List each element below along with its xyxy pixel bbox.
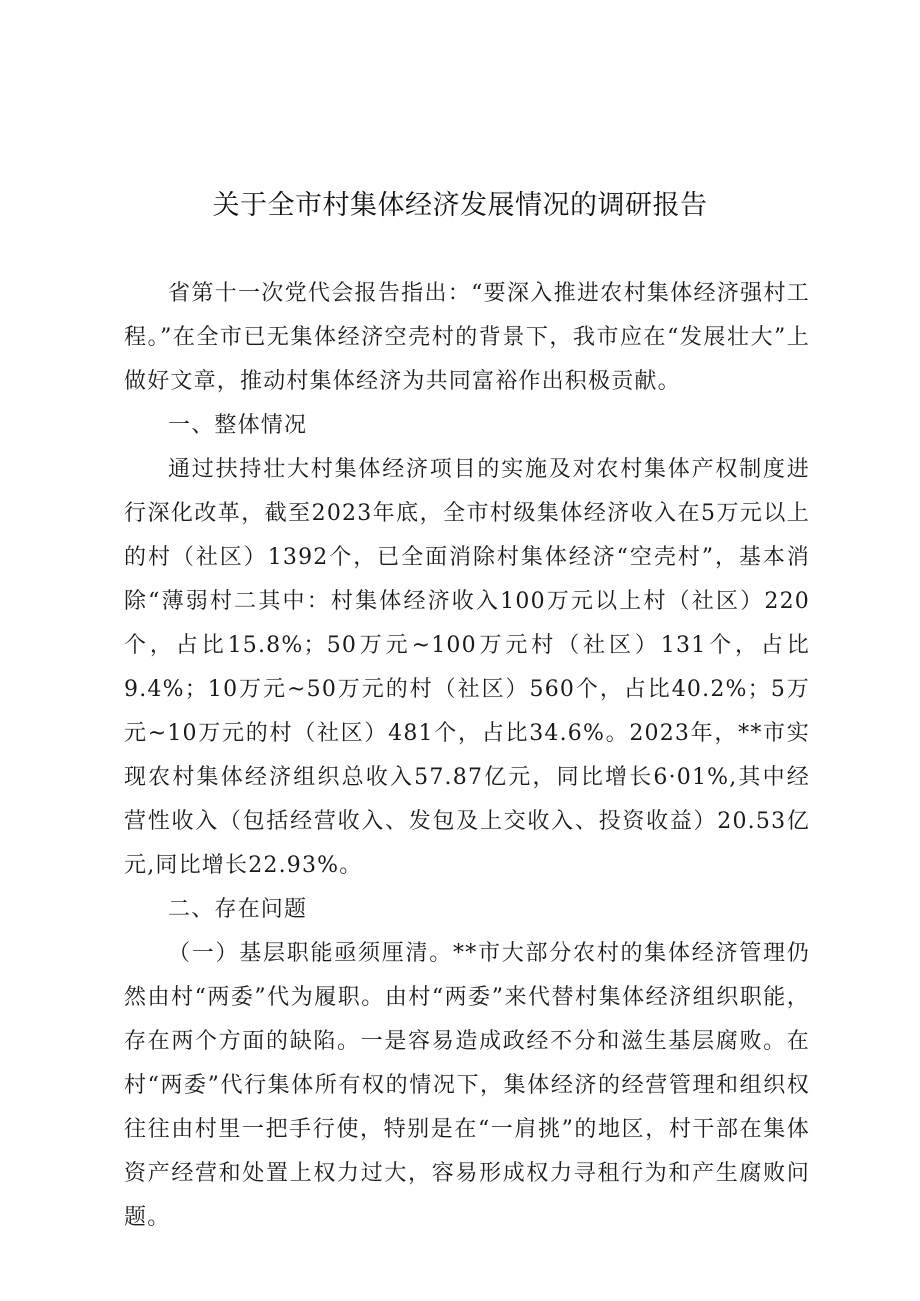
intro-paragraph: 省第十一次党代会报告指出：“要深入推进农村集体经济强村工程。”在全市已无集体经济空壳村的背景下，我市应在“发展壮大”上做好文章，推动村集体经济为共同富裕作出积极贡献。 — [124, 281, 810, 394]
section-heading-overview: 一、整体情况 — [168, 413, 308, 438]
document-body — [124, 272, 810, 1240]
document-title: 关于全市村集体经济发展情况的调研报告 — [212, 190, 708, 221]
section-paragraph-overview: 通过扶持壮大村集体经济项目的实施及对农村集体产权制度进行深化改革，截至2023年底，全市村级集体经济收入在5万元以上的村（社区）1392个，已全面消除村集体经济“空壳村”，基本消除“薄弱村二其中：村集体经济收入100万元以上村（社区）220个，占比15.8%；50万元~100万元村（社区）131个，占比9.4%；10万元~50万元的村（社区）560个，占比40.2%；5万元~10万元的村（社区）481个，占比34.6%。2023年，**市实现农村集体经济组织总收入57.87亿元，同比增长6·01%,其中经营性收入（包括经营收入、发包及上交收入、投资收益）20.53亿元,同比增长22.93%。 — [124, 457, 810, 878]
section-paragraph-problems: （一）基层职能亟须厘清。**市大部分农村的集体经济管理仍然由村“两委”代为履职。由村“两委”来代替村集体经济组织职能，存在两个方面的缺陷。一是容易造成政经不分和滋生基层腐败。在村“两委”代行集体所有权的情况下，集体经济的经营管理和组织权往往由村里一把手行使，特别是在“一肩挑”的地区，村干部在集体资产经营和处置上权力过大，容易形成权力寻租行为和产生腐败问题。 — [124, 941, 810, 1230]
section-heading-problems: 二、存在问题 — [168, 897, 308, 922]
